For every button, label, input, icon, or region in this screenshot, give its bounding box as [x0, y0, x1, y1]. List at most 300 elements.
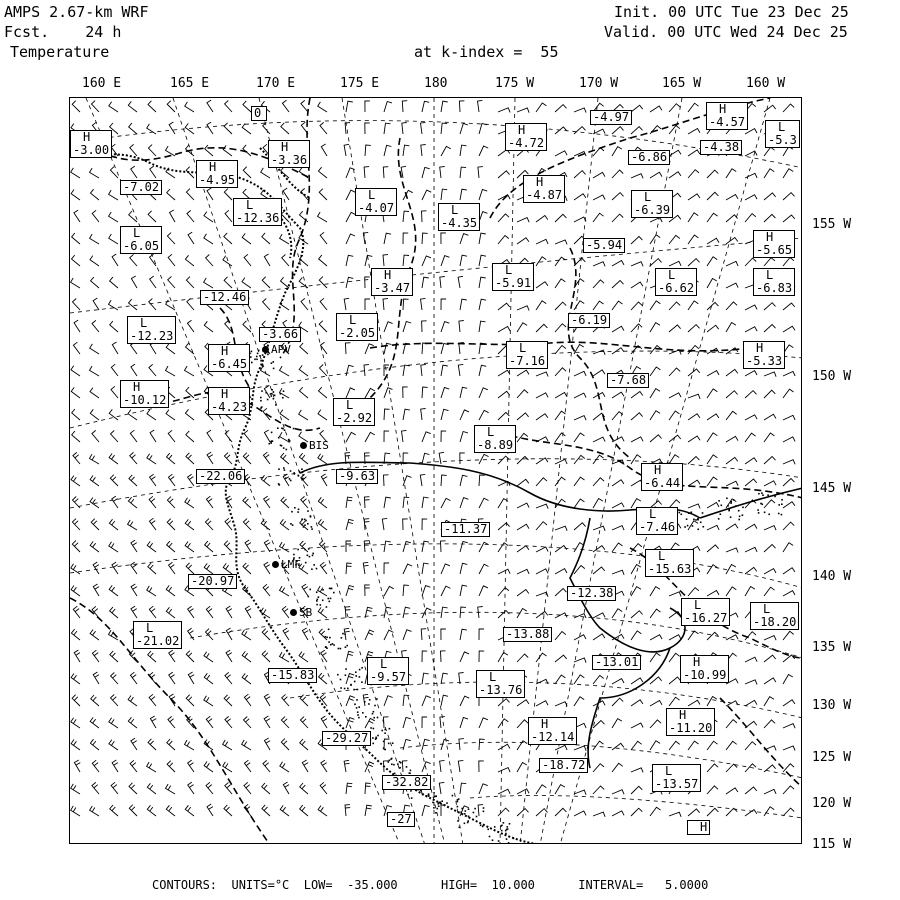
wind-barb	[479, 212, 487, 222]
terrain-dot	[394, 773, 396, 775]
wind-barb	[669, 368, 680, 376]
wind-barb	[225, 518, 232, 530]
extremum-value: -9.57	[370, 670, 407, 684]
extremum-box	[687, 820, 710, 835]
terrain-dot	[691, 512, 693, 514]
extremum-value: -6.45	[211, 357, 248, 371]
extremum-type: H	[700, 820, 708, 834]
wind-barb	[167, 101, 175, 112]
wind-barb	[745, 700, 757, 706]
terrain-dot	[309, 556, 311, 558]
terrain-dot	[439, 801, 441, 803]
wind-barb	[783, 215, 795, 222]
extremum-value: -18.20	[753, 615, 797, 629]
wind-barb	[243, 497, 251, 508]
wind-barb	[479, 454, 489, 464]
wind-barb	[669, 677, 681, 684]
wind-barb	[441, 805, 446, 816]
wind-barb	[555, 368, 566, 376]
wind-barb	[130, 144, 137, 156]
extremum-box	[208, 387, 250, 415]
terrain-dot	[384, 729, 386, 731]
terrain-dot	[354, 704, 356, 706]
contour-legend: CONTOURS: UNITS=°C LOW= -35.000 HIGH= 10.000 INTERVAL= 5.0000	[152, 878, 709, 892]
wind-barb	[726, 741, 737, 750]
wind-barb	[422, 233, 428, 244]
terrain-dot	[292, 524, 294, 526]
wind-barb	[344, 760, 349, 772]
wind-barb	[112, 342, 118, 354]
terrain-dot	[407, 794, 409, 796]
wind-barb	[479, 410, 489, 420]
terrain-dot	[433, 807, 435, 809]
wind-barb	[688, 235, 698, 244]
wind-barb	[128, 101, 137, 112]
terrain-dot	[513, 838, 515, 840]
extremum-box	[355, 188, 397, 216]
terrain-dot	[758, 512, 760, 514]
wind-barb	[726, 524, 738, 530]
terrain-dot	[297, 549, 299, 551]
wind-barb	[244, 430, 251, 442]
wind-barb	[536, 301, 546, 310]
terrain-dot	[259, 355, 261, 357]
wind-barb	[207, 100, 213, 112]
terrain-dot	[762, 494, 764, 496]
wind-barb	[73, 452, 80, 464]
wind-barb	[688, 436, 700, 442]
terrain-dot	[251, 362, 253, 364]
terrain-dot	[509, 823, 511, 825]
wind-barb	[264, 540, 270, 552]
wind-barb	[783, 591, 795, 596]
wind-barb	[498, 303, 510, 310]
wind-barb	[319, 541, 327, 552]
extremum-value: -29.27	[325, 731, 369, 745]
lon-label: 165 W	[662, 76, 702, 91]
terrain-dot	[375, 737, 377, 739]
wind-barb	[128, 717, 137, 728]
wind-barb	[129, 475, 137, 486]
wind-barb	[688, 809, 700, 816]
terrain-dot	[697, 518, 699, 520]
wind-barb	[204, 278, 213, 288]
wind-barb	[185, 519, 194, 530]
wind-barb	[479, 718, 488, 728]
wind-barb	[783, 415, 795, 420]
wind-barb	[669, 350, 681, 355]
wind-barb	[318, 519, 327, 530]
wind-barb	[262, 277, 270, 288]
wind-barb	[365, 762, 374, 772]
wind-barb	[363, 694, 368, 706]
wind-barb	[262, 651, 270, 662]
wind-barb	[422, 167, 430, 178]
wind-barb	[281, 123, 289, 134]
wind-barb	[91, 519, 99, 530]
extremum-value: -5.65	[756, 243, 793, 257]
wind-barb	[593, 280, 604, 288]
terrain-dot	[757, 509, 759, 511]
wind-barb	[166, 784, 176, 794]
lon-label: 170 E	[256, 76, 296, 91]
wind-barb	[707, 302, 718, 310]
terrain-dot	[432, 802, 434, 804]
wind-barb	[346, 388, 355, 398]
wind-barb	[111, 673, 118, 685]
extremum-value: -7.02	[123, 180, 160, 194]
terrain-dot	[313, 564, 315, 566]
extremum-type: H	[766, 230, 774, 244]
terrain-dot	[388, 743, 390, 745]
wind-barb	[280, 432, 290, 442]
extremum-type: L	[763, 602, 771, 616]
extremum-value: 0	[254, 106, 262, 120]
wind-barb	[403, 607, 410, 618]
wind-barb	[650, 367, 660, 376]
wind-barb	[726, 788, 738, 794]
wind-barb	[204, 652, 213, 662]
wind-barb	[612, 392, 624, 398]
wind-barb	[382, 518, 387, 530]
wind-barb	[346, 168, 355, 178]
wind-barb	[187, 320, 194, 332]
wind-barb	[517, 654, 528, 662]
wind-barb	[650, 807, 661, 816]
wind-barb	[403, 299, 409, 310]
wind-barb	[745, 657, 757, 662]
wind-barb	[669, 592, 681, 597]
extremum-type: H	[679, 708, 687, 722]
wind-barb	[72, 233, 80, 244]
wind-barb	[422, 387, 428, 398]
wind-barb	[72, 519, 80, 530]
extremum-value: -18.72	[542, 758, 586, 772]
wind-barb	[498, 569, 510, 574]
terrain-dot	[325, 646, 327, 648]
wind-barb	[147, 762, 156, 772]
wind-barb	[421, 629, 426, 640]
wind-barb	[280, 366, 290, 376]
terrain-dot	[307, 523, 309, 525]
wind-barb	[91, 695, 99, 706]
terrain-dot	[260, 360, 262, 362]
wind-barb	[498, 719, 508, 728]
wind-barb	[707, 503, 719, 509]
wind-barb	[688, 414, 700, 420]
wind-barb	[365, 388, 375, 398]
extremum-box	[655, 268, 697, 296]
lon-label: 180	[424, 76, 448, 91]
wind-barb	[555, 655, 567, 662]
extremum-type: H	[384, 268, 392, 282]
wind-barb	[109, 300, 119, 310]
wind-barb	[111, 431, 119, 443]
extremum-box	[568, 313, 610, 328]
wind-barb	[223, 256, 232, 266]
wind-barb	[384, 388, 393, 398]
wind-barb	[593, 613, 605, 618]
wind-barb	[650, 346, 661, 355]
terrain-dot	[474, 808, 476, 810]
wind-barb	[669, 741, 680, 750]
wind-barb	[536, 611, 548, 618]
wind-barb	[383, 299, 388, 310]
wind-barb	[631, 413, 643, 420]
wind-barb	[206, 255, 213, 267]
terrain-dot	[467, 820, 469, 822]
terrain-dot	[767, 494, 769, 496]
wind-barb	[207, 452, 213, 464]
wind-barb	[384, 233, 391, 244]
wind-barb	[148, 739, 156, 750]
wind-barb	[300, 783, 308, 794]
wind-barb	[346, 234, 355, 244]
terrain-dot	[261, 390, 263, 392]
wind-barb	[669, 126, 680, 135]
wind-barb	[243, 167, 251, 178]
terrain-dot	[409, 772, 411, 774]
wind-barb	[364, 167, 369, 178]
lat-label: 140 W	[812, 569, 852, 584]
extremum-type: H	[654, 463, 662, 477]
wind-barb	[441, 651, 446, 662]
wind-barb	[281, 453, 289, 464]
wind-barb	[707, 238, 719, 244]
terrain-dot	[487, 829, 489, 831]
wind-barb	[726, 411, 737, 420]
wind-barb	[707, 371, 719, 376]
extremum-box	[120, 180, 162, 195]
wind-barb	[264, 562, 270, 574]
terrain-dot	[700, 522, 702, 524]
wind-barb	[726, 764, 737, 772]
wind-barb	[745, 415, 757, 420]
terrain-dot	[333, 592, 335, 594]
wind-barb	[319, 629, 327, 640]
wind-barb	[612, 437, 624, 442]
wind-barb	[109, 454, 118, 465]
extremum-value: -6.44	[644, 476, 681, 490]
wind-barb	[110, 805, 118, 816]
wind-barb	[441, 586, 450, 596]
terrain-dot	[270, 393, 272, 395]
wind-barb	[441, 564, 450, 574]
wind-barb	[72, 101, 80, 112]
terrain-dot	[742, 514, 744, 516]
wind-barb	[574, 790, 586, 795]
wind-barb	[631, 768, 643, 773]
wind-barb	[92, 760, 99, 772]
wind-barb	[631, 282, 643, 288]
wind-barb	[460, 652, 469, 662]
wind-barb	[186, 453, 194, 464]
wind-barb	[650, 235, 660, 244]
wind-barb	[420, 474, 425, 486]
wind-barb	[593, 148, 604, 156]
extremum-box	[539, 758, 588, 773]
wind-barb	[206, 606, 213, 618]
terrain-dot	[330, 588, 332, 590]
wind-barb	[688, 700, 700, 706]
wind-barb	[365, 432, 375, 442]
wind-barb	[517, 524, 529, 530]
wind-barb	[745, 787, 757, 794]
wind-barb	[764, 765, 776, 772]
wind-barb	[318, 102, 327, 112]
terrain-dot	[326, 647, 328, 649]
wind-barb	[593, 301, 604, 310]
wind-barb	[422, 673, 429, 684]
terrain-dot	[340, 679, 342, 681]
terrain-dot	[480, 825, 482, 827]
wind-barb	[90, 344, 99, 354]
wind-barb	[536, 478, 547, 486]
terrain-dot	[350, 684, 352, 686]
wind-barb	[707, 786, 718, 794]
wind-barb	[365, 783, 371, 794]
extremum-box	[233, 198, 282, 226]
wind-barb	[148, 563, 156, 574]
wind-barb	[242, 673, 251, 684]
wind-barb	[707, 414, 719, 420]
terrain-dot	[260, 397, 262, 399]
terrain-dot	[311, 568, 313, 570]
wind-barb	[783, 631, 794, 640]
wind-barb	[458, 276, 463, 288]
wind-barb	[593, 437, 605, 442]
wind-barb	[129, 783, 137, 794]
extremum-value: -11.37	[444, 522, 488, 536]
wind-barb	[460, 189, 467, 200]
terrain-dot	[250, 356, 252, 358]
wind-barb	[299, 410, 308, 420]
wind-barb	[574, 416, 586, 421]
wind-barb	[631, 127, 643, 134]
wind-barb	[479, 761, 484, 772]
terrain-dot	[688, 512, 690, 514]
wind-barb	[707, 433, 717, 442]
lon-label: 175 E	[340, 76, 380, 91]
extremum-type: L	[694, 598, 702, 612]
wind-barb	[384, 409, 390, 420]
wind-barb	[280, 762, 289, 772]
wind-barb	[517, 306, 529, 311]
wind-barb	[536, 547, 548, 552]
wind-barb	[631, 105, 643, 112]
lat-label: 145 W	[812, 481, 852, 496]
wind-barb	[574, 108, 586, 113]
wind-barb	[226, 606, 232, 618]
wind-barb	[745, 151, 757, 156]
wind-barb	[631, 631, 641, 640]
wind-barb	[631, 741, 642, 750]
wind-barb	[204, 563, 213, 574]
terrain-dot	[290, 470, 292, 472]
terrain-dot	[356, 707, 358, 709]
wind-barb	[688, 150, 700, 156]
extremum-box	[750, 602, 799, 630]
wind-barb	[302, 584, 308, 596]
extremum-type: H	[133, 380, 141, 394]
wind-barb	[384, 607, 391, 618]
wind-barb	[726, 720, 737, 728]
wind-barb	[365, 344, 374, 354]
wind-barb	[188, 672, 194, 684]
wind-barb	[169, 672, 175, 684]
wind-barb	[167, 739, 175, 750]
terrain-dot	[446, 802, 448, 804]
wind-barb	[764, 587, 775, 596]
extremum-box	[268, 668, 317, 683]
extremum-value: -6.62	[658, 281, 695, 295]
wind-barb	[344, 144, 349, 156]
wind-barb	[346, 696, 355, 706]
wind-barb	[185, 805, 194, 816]
wind-barb	[707, 455, 717, 464]
wind-barb	[650, 218, 662, 223]
wind-barb	[574, 697, 584, 706]
wind-barb	[147, 805, 156, 816]
terrain-dot	[358, 706, 360, 708]
extremum-type: L	[778, 120, 786, 134]
wind-barb	[346, 586, 354, 597]
wind-barb	[650, 741, 660, 750]
terrain-dot	[375, 738, 377, 740]
wind-barb	[783, 389, 794, 398]
wind-barb	[745, 721, 757, 728]
extremum-box	[322, 731, 371, 746]
extremum-value: -7.16	[509, 354, 546, 368]
terrain-dot	[345, 668, 347, 670]
terrain-dot	[267, 399, 269, 401]
terrain-dot	[357, 711, 359, 713]
wind-barb	[612, 790, 624, 795]
extremum-box	[523, 175, 565, 203]
wind-barb	[346, 541, 351, 552]
wind-barb	[555, 702, 567, 707]
wind-barb	[403, 564, 412, 574]
terrain-dot	[457, 801, 459, 803]
wind-barb	[422, 696, 431, 706]
extremum-value: -4.57	[709, 115, 746, 129]
wind-barb	[498, 214, 509, 222]
terrain-dot	[435, 795, 437, 797]
wind-barb	[612, 719, 622, 728]
terrain-dot	[322, 589, 324, 591]
wind-barb	[574, 499, 584, 508]
wind-barb	[460, 718, 468, 729]
terrain-dot	[305, 562, 307, 564]
wind-barb	[517, 503, 529, 508]
wind-barb	[536, 785, 546, 794]
wind-barb	[110, 607, 118, 618]
wind-barb	[764, 807, 774, 816]
wind-barb	[726, 587, 736, 596]
terrain-dot	[508, 842, 510, 844]
wind-barb	[574, 746, 586, 751]
wind-barb	[726, 436, 738, 442]
wind-barb	[344, 298, 349, 310]
extremum-type: H	[518, 123, 526, 137]
wind-barb	[263, 584, 270, 596]
extremum-box	[333, 398, 375, 426]
wind-barb	[745, 680, 757, 685]
wind-barb	[745, 632, 756, 640]
wind-barb	[320, 365, 328, 377]
wind-barb	[204, 321, 213, 332]
wind-barb	[764, 303, 776, 310]
